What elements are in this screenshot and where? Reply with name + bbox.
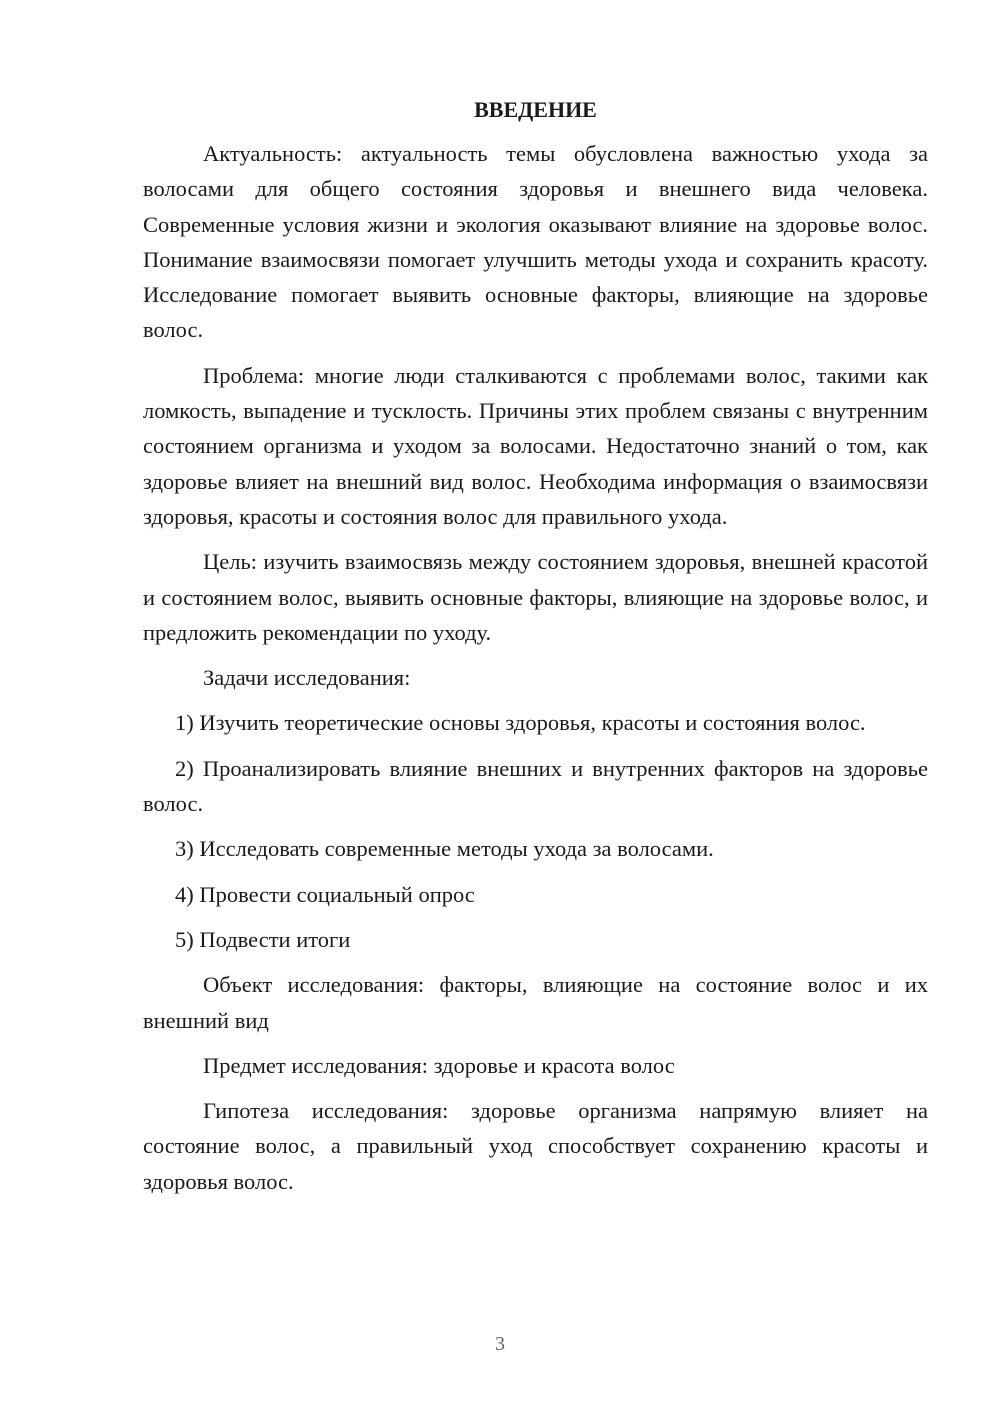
hypothesis-paragraph: Гипотеза исследования: здоровье организма напрямую влияет на состояние волос, а правильный уход способствует сохранению красоты и здоровья волос.: [143, 1098, 928, 1194]
object-paragraph: Объект исследования: факторы, влияющие на состояние волос и их внешний вид: [143, 972, 928, 1033]
task-item-3: 3) Исследовать современные методы ухода за волосами.: [175, 836, 714, 862]
tasks-heading: Задачи исследования:: [203, 665, 411, 691]
task-item-5: 5) Подвести итоги: [175, 926, 351, 952]
page-number: 3: [495, 1333, 505, 1355]
goal-paragraph: Цель: изучить взаимосвязь между состоянием здоровья, внешней красотой и состоянием волос, выявить основные факторы, влияющие на здоровье волос, и предложить рекомендации по уходу.: [143, 549, 928, 645]
relevance-paragraph: Актуальность: актуальность темы обусловлена важностью ухода за волосами для общего состояния здоровья и внешнего вида человека. Современные условия жизни и экология оказывают влияние на здоровье волос. Понимание взаимосвязи помогает улучшить методы ухода и сохранить красоту. Исследование помогает выявить основные факторы, влияющие на здоровье волос.: [143, 141, 928, 343]
task-item-2: 2) Проанализировать влияние внешних и внутренних факторов на здоровье волос.: [143, 755, 928, 817]
subject-paragraph: Предмет исследования: здоровье и красота волос: [203, 1052, 675, 1078]
task-item-4: 4) Провести социальный опрос: [175, 881, 475, 907]
task-item-1: 1) Изучить теоретические основы здоровья, красоты и состояния волос.: [175, 710, 866, 736]
section-title: ВВЕДЕНИЕ: [474, 97, 597, 122]
document-page: [143, 92, 928, 1209]
problem-paragraph: Проблема: многие люди сталкиваются с проблемами волос, такими как ломкость, выпадение и тусклость. Причины этих проблем связаны с внутренним состоянием организма и уходом за волосами. Недостаточно знаний о том, как здоровье влияет на внешний вид волос. Необходима информация о взаимосвязи здоровья, красоты и состояния волос для правильного ухода.: [143, 362, 928, 529]
